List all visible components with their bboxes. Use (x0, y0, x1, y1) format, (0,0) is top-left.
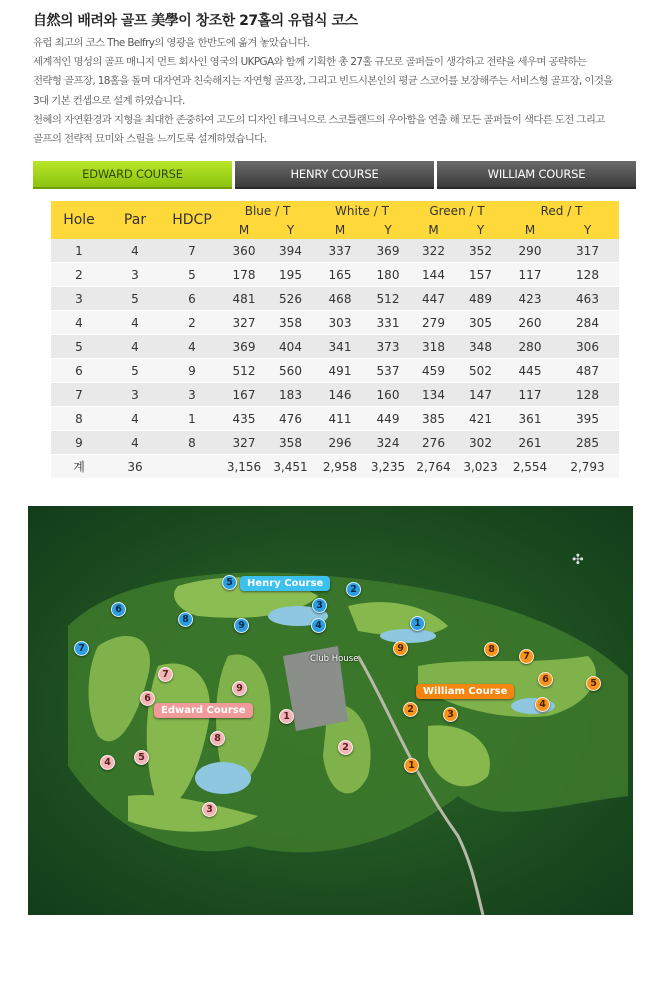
table-cell: 385 (410, 407, 457, 431)
table-cell: 4 (107, 431, 163, 455)
table-cell: 147 (457, 383, 504, 407)
table-row (51, 407, 619, 431)
col-hdcp: HDCP (163, 201, 221, 239)
william-hole-pin[interactable]: 2 (403, 702, 418, 717)
table-cell: 128 (556, 383, 619, 407)
compass-icon: ✣ (572, 552, 584, 568)
course-tabs (33, 161, 636, 189)
table-cell: 3,451 (267, 455, 314, 479)
intro-paragraph: 세계적인 명성의 골프 매니지 먼트 회사인 영국의 UKPGA와 함께 기획한 총 27홀 규모로 골퍼들이 생각하고 전략을 세우며 공략하는 (33, 56, 587, 69)
table-cell: 512 (366, 287, 410, 311)
table-cell: 9 (51, 431, 107, 455)
edward-hole-pin[interactable]: 4 (100, 755, 115, 770)
table-cell: 5 (107, 359, 163, 383)
page-headline: 自然의 배려와 골프 美學이 창조한 27홀의 유럽식 코스 (33, 13, 358, 29)
table-cell: 117 (504, 383, 556, 407)
edward-course-label[interactable]: Edward Course (154, 703, 253, 718)
table-cell: 134 (410, 383, 457, 407)
table-row (51, 239, 619, 263)
table-cell: 146 (314, 383, 366, 407)
table-cell: 449 (366, 407, 410, 431)
intro-paragraph: 전략형 골프장, 18홀을 돌며 대자연과 친숙해지는 자연형 골프장, 그리고 빈드시본인의 평균 스코어를 보장해주는 서비스형 골프장, 이것을 (33, 75, 613, 88)
table-cell: 3,235 (366, 455, 410, 479)
table-cell: 9 (163, 359, 221, 383)
table-cell: 369 (221, 335, 267, 359)
table-cell: 117 (504, 263, 556, 287)
table-cell: 280 (504, 335, 556, 359)
table-cell: 2,958 (314, 455, 366, 479)
william-hole-pin[interactable]: 6 (538, 672, 553, 687)
william-hole-pin[interactable]: 9 (393, 641, 408, 656)
table-row (51, 287, 619, 311)
edward-hole-pin[interactable]: 9 (232, 681, 247, 696)
table-cell: 491 (314, 359, 366, 383)
table-cell: 327 (221, 311, 267, 335)
col-blue-tee: Blue / T (221, 201, 314, 220)
table-cell: 183 (267, 383, 314, 407)
table-cell: 369 (366, 239, 410, 263)
table-cell: 358 (267, 431, 314, 455)
table-cell: 560 (267, 359, 314, 383)
table-cell: 4 (107, 335, 163, 359)
col-par: Par (107, 201, 163, 239)
table-cell: 537 (366, 359, 410, 383)
table-cell: 296 (314, 431, 366, 455)
intro-paragraph: 3대 기본 컨셉으로 설계 하였습니다. (33, 94, 185, 107)
table-cell: 6 (51, 359, 107, 383)
table-cell: 476 (267, 407, 314, 431)
table-cell: 435 (221, 407, 267, 431)
table-cell: 128 (556, 263, 619, 287)
william-hole-pin[interactable]: 5 (586, 676, 601, 691)
henry-hole-pin[interactable]: 1 (410, 616, 425, 631)
club-house-label: Club House (310, 654, 359, 664)
table-cell: 502 (457, 359, 504, 383)
table-cell: 302 (457, 431, 504, 455)
william-hole-pin[interactable]: 3 (443, 707, 458, 722)
table-cell: 322 (410, 239, 457, 263)
william-hole-pin[interactable]: 8 (484, 642, 499, 657)
col-hole: Hole (51, 201, 107, 239)
intro-paragraph: 천혜의 자연환경과 지형을 최대한 존중하여 고도의 디자인 테크닉으로 스코틀랜드의 우아함을 연출 해 모든 골퍼들이 색다른 도전 그리고 (33, 113, 605, 126)
henry-hole-pin[interactable]: 4 (311, 618, 326, 633)
table-cell: 459 (410, 359, 457, 383)
table-cell: 468 (314, 287, 366, 311)
table-cell: 165 (314, 263, 366, 287)
table-row (51, 383, 619, 407)
table-cell: 3 (107, 263, 163, 287)
table-row (51, 431, 619, 455)
table-cell: 160 (366, 383, 410, 407)
table-cell: 284 (556, 311, 619, 335)
table-cell: 1 (163, 407, 221, 431)
table-cell (163, 455, 221, 479)
col-yards: Y (366, 220, 410, 239)
table-cell: 4 (107, 407, 163, 431)
table-row (51, 263, 619, 287)
table-cell: 303 (314, 311, 366, 335)
table-cell: 261 (504, 431, 556, 455)
edward-hole-pin[interactable]: 3 (202, 802, 217, 817)
table-cell: 318 (410, 335, 457, 359)
table-cell: 421 (457, 407, 504, 431)
table-total-row (51, 455, 619, 479)
table-cell: 290 (504, 239, 556, 263)
intro-text (33, 34, 643, 149)
table-cell: 3,156 (221, 455, 267, 479)
henry-hole-pin[interactable]: 9 (234, 618, 249, 633)
table-cell: 285 (556, 431, 619, 455)
henry-hole-pin[interactable]: 5 (222, 575, 237, 590)
table-cell: 2,554 (504, 455, 556, 479)
table-cell: 423 (504, 287, 556, 311)
table-cell: 395 (556, 407, 619, 431)
table-cell: 7 (163, 239, 221, 263)
table-cell: 394 (267, 239, 314, 263)
table-cell: 3,023 (457, 455, 504, 479)
col-white-tee: White / T (314, 201, 410, 220)
edward-hole-pin[interactable]: 1 (279, 709, 294, 724)
table-cell: 481 (221, 287, 267, 311)
table-cell: 404 (267, 335, 314, 359)
col-meters: M (504, 220, 556, 239)
table-cell: 3 (51, 287, 107, 311)
table-cell: 526 (267, 287, 314, 311)
pond (380, 629, 436, 643)
henry-hole-pin[interactable]: 3 (312, 598, 327, 613)
col-meters: M (314, 220, 366, 239)
table-cell: 305 (457, 311, 504, 335)
table-cell: 4 (107, 311, 163, 335)
table-cell: 144 (410, 263, 457, 287)
henry-course-label[interactable]: Henry Course (240, 576, 330, 591)
henry-hole-pin[interactable]: 8 (178, 612, 193, 627)
table-cell: 306 (556, 335, 619, 359)
table-cell: 512 (221, 359, 267, 383)
edward-hole-pin[interactable]: 6 (140, 691, 155, 706)
scorecard-table (51, 201, 619, 479)
table-cell: 5 (107, 287, 163, 311)
table-cell: 3 (163, 383, 221, 407)
table-cell: 348 (457, 335, 504, 359)
edward-hole-pin[interactable]: 8 (210, 731, 225, 746)
col-red-tee: Red / T (504, 201, 619, 220)
table-cell: 4 (51, 311, 107, 335)
william-course-label[interactable]: William Course (416, 684, 514, 699)
table-cell: 3 (107, 383, 163, 407)
col-yards: Y (267, 220, 314, 239)
table-cell: 7 (51, 383, 107, 407)
table-cell: 계 (51, 455, 107, 479)
col-green-tee: Green / T (410, 201, 504, 220)
course-map (28, 506, 633, 915)
table-cell: 445 (504, 359, 556, 383)
table-cell: 279 (410, 311, 457, 335)
table-cell: 6 (163, 287, 221, 311)
henry-hole-pin[interactable]: 6 (111, 602, 126, 617)
tab-edward-course[interactable]: EDWARD COURSE (33, 161, 232, 189)
table-cell: 1 (51, 239, 107, 263)
table-row (51, 335, 619, 359)
table-cell: 487 (556, 359, 619, 383)
table-cell: 4 (107, 239, 163, 263)
table-cell: 8 (163, 431, 221, 455)
col-yards: Y (457, 220, 504, 239)
table-cell: 8 (51, 407, 107, 431)
col-meters: M (410, 220, 457, 239)
table-cell: 373 (366, 335, 410, 359)
table-cell: 489 (457, 287, 504, 311)
table-row (51, 311, 619, 335)
intro-paragraph: 유럽 최고의 코스 The Belfry의 영광을 한반도에 옮겨 놓았습니다. (33, 37, 310, 49)
table-cell: 2 (163, 311, 221, 335)
table-cell: 2,793 (556, 455, 619, 479)
table-cell: 157 (457, 263, 504, 287)
table-cell: 2,764 (410, 455, 457, 479)
table-cell: 411 (314, 407, 366, 431)
table-cell: 4 (163, 335, 221, 359)
col-meters: M (221, 220, 267, 239)
table-cell: 178 (221, 263, 267, 287)
table-cell: 331 (366, 311, 410, 335)
table-cell: 358 (267, 311, 314, 335)
william-hole-pin[interactable]: 4 (535, 697, 550, 712)
table-cell: 276 (410, 431, 457, 455)
table-row (51, 359, 619, 383)
pond (195, 762, 251, 794)
intro-paragraph: 골프의 전략적 묘미와 스릴을 느끼도록 설계하였습니다. (33, 133, 267, 146)
table-cell: 36 (107, 455, 163, 479)
edward-hole-pin[interactable]: 7 (158, 667, 173, 682)
table-cell: 180 (366, 263, 410, 287)
tab-william-course[interactable]: WILLIAM COURSE (437, 161, 636, 189)
edward-hole-pin[interactable]: 5 (134, 750, 149, 765)
table-cell: 361 (504, 407, 556, 431)
william-hole-pin[interactable]: 7 (519, 649, 534, 664)
table-cell: 324 (366, 431, 410, 455)
edward-hole-pin[interactable]: 2 (338, 740, 353, 755)
table-cell: 337 (314, 239, 366, 263)
william-hole-pin[interactable]: 1 (404, 758, 419, 773)
tab-henry-course[interactable]: HENRY COURSE (235, 161, 434, 189)
table-cell: 352 (457, 239, 504, 263)
table-cell: 463 (556, 287, 619, 311)
table-cell: 5 (163, 263, 221, 287)
table-cell: 317 (556, 239, 619, 263)
table-cell: 341 (314, 335, 366, 359)
table-cell: 5 (51, 335, 107, 359)
table-cell: 447 (410, 287, 457, 311)
table-cell: 360 (221, 239, 267, 263)
henry-hole-pin[interactable]: 2 (346, 582, 361, 597)
table-cell: 327 (221, 431, 267, 455)
table-cell: 2 (51, 263, 107, 287)
col-yards: Y (556, 220, 619, 239)
table-cell: 195 (267, 263, 314, 287)
table-cell: 167 (221, 383, 267, 407)
table-cell: 260 (504, 311, 556, 335)
henry-hole-pin[interactable]: 7 (74, 641, 89, 656)
